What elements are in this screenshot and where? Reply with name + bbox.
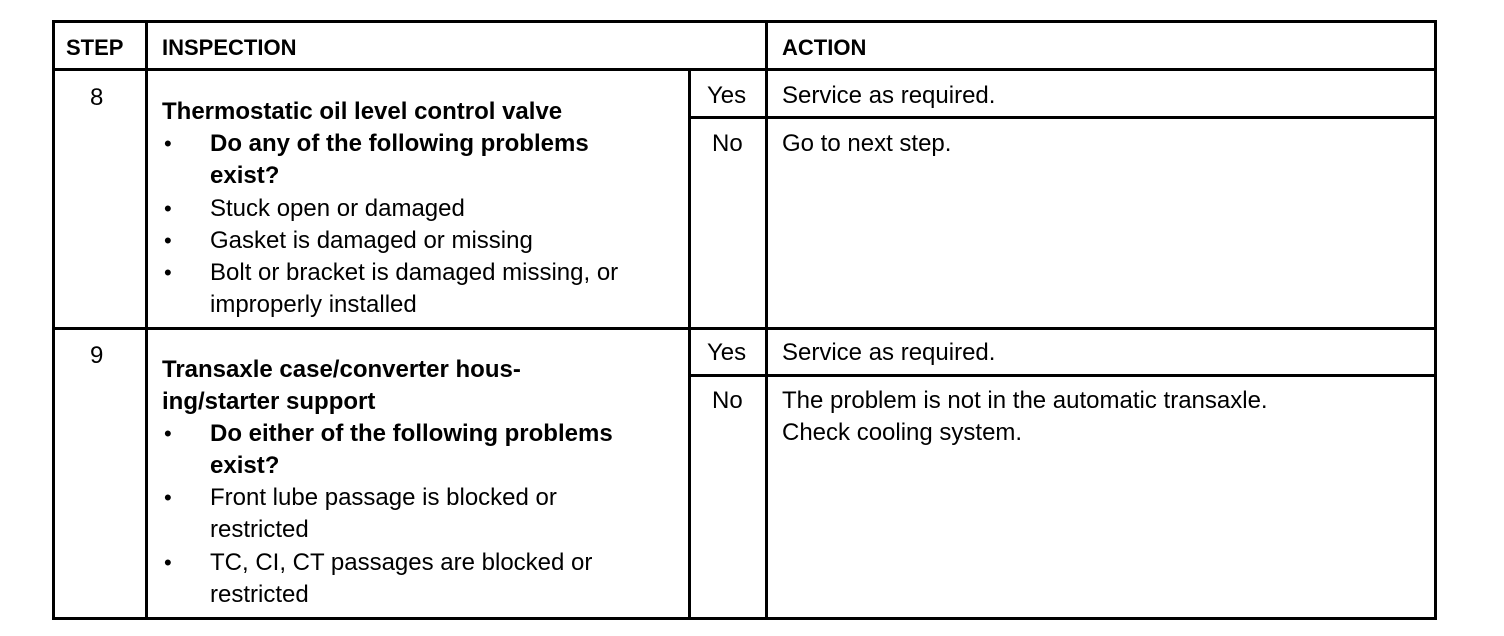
inspection-question: Do either of the following problems <box>210 420 613 447</box>
inspection-action-divider <box>765 20 768 620</box>
yes-label: Yes <box>707 82 747 109</box>
inspection-item: Bolt or bracket is damaged missing, or <box>210 259 619 286</box>
inspection-item: Gasket is damaged or missing <box>210 227 533 254</box>
step-number: 9 <box>90 342 104 369</box>
inspection-item: restricted <box>210 516 309 543</box>
bullet-icon: • <box>164 260 172 285</box>
row8-yes-divider <box>688 116 1437 119</box>
header-step: STEP <box>66 35 124 60</box>
inspection-item: Front lube passage is blocked or <box>210 484 557 511</box>
diagnostic-table <box>52 20 1437 620</box>
no-action: Go to next step. <box>782 130 952 157</box>
row-divider <box>52 327 1437 330</box>
inspection-question: Do any of the following problems <box>210 130 589 157</box>
inspection-title: Transaxle case/converter hous- <box>162 356 521 383</box>
header-action: ACTION <box>782 35 867 60</box>
no-label: No <box>712 130 743 157</box>
yes-label: Yes <box>707 339 747 366</box>
inspection-item: improperly installed <box>210 291 417 318</box>
inspection-question: exist? <box>210 162 280 189</box>
inspection-title: ing/starter support <box>162 388 376 415</box>
yes-action: Service as required. <box>782 82 996 109</box>
step-col-divider <box>145 20 148 620</box>
bullet-icon: • <box>164 131 172 156</box>
row9-yes-divider <box>688 374 1437 377</box>
yes-action: Service as required. <box>782 339 996 366</box>
inspection-item: restricted <box>210 581 309 608</box>
bullet-icon: • <box>164 196 172 221</box>
bullet-icon: • <box>164 550 172 575</box>
yesno-col-divider <box>688 68 691 620</box>
bullet-icon: • <box>164 421 172 446</box>
inspection-item: TC, CI, CT passages are blocked or <box>210 549 593 576</box>
no-action: The problem is not in the automatic transaxle. <box>782 387 1268 414</box>
bullet-icon: • <box>164 485 172 510</box>
inspection-question: exist? <box>210 452 280 479</box>
no-label: No <box>712 387 743 414</box>
header-divider <box>52 68 1437 71</box>
no-action: Check cooling system. <box>782 419 1023 446</box>
inspection-title: Thermostatic oil level control valve <box>162 98 563 125</box>
header-inspection: INSPECTION <box>162 35 297 60</box>
step-number: 8 <box>90 84 104 111</box>
bullet-icon: • <box>164 228 172 253</box>
inspection-item: Stuck open or damaged <box>210 195 465 222</box>
